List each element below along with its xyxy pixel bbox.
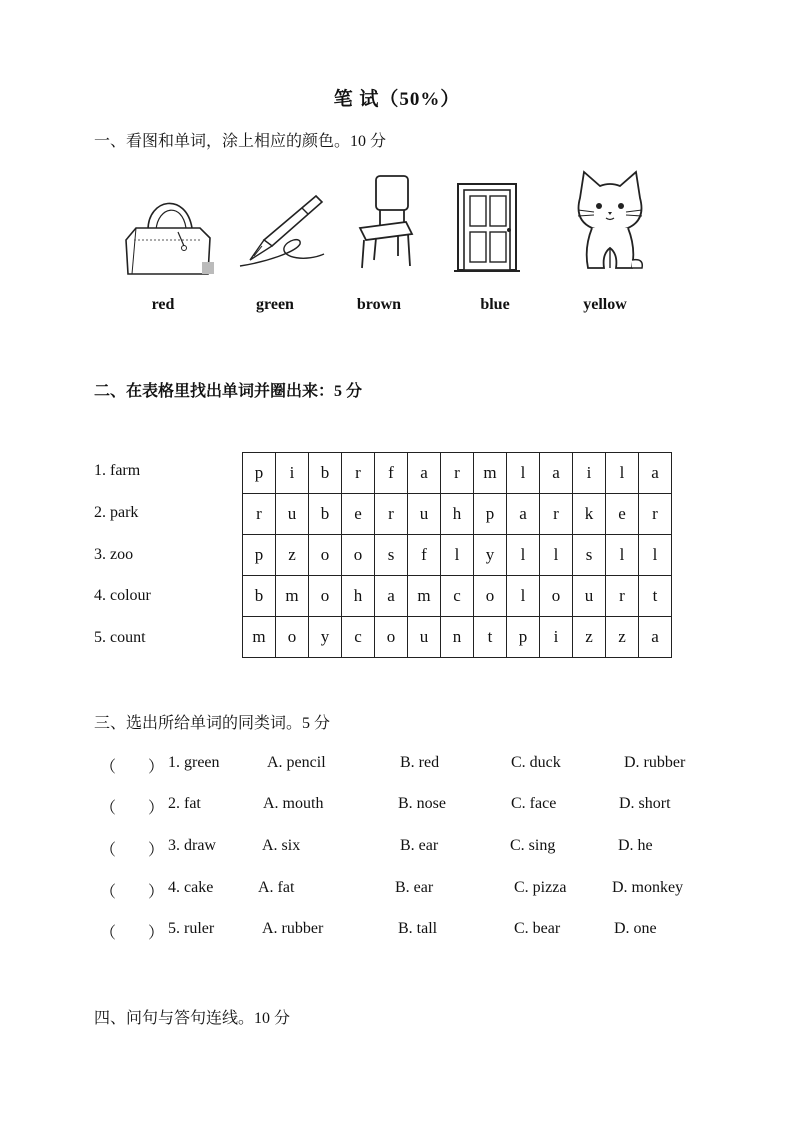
grid-cell[interactable]: o [540, 576, 573, 617]
option-c: C. bear [514, 920, 561, 937]
grid-cell[interactable]: p [243, 453, 276, 494]
grid-cell[interactable]: p [474, 494, 507, 535]
answer-blank[interactable]: （ ） [100, 884, 165, 901]
grid-cell[interactable]: u [408, 617, 441, 658]
option-a: A. six [262, 837, 301, 854]
grid-cell[interactable]: a [408, 453, 441, 494]
color-word-yellow: yellow [583, 296, 627, 313]
option-c: C. face [511, 795, 557, 812]
question-row [100, 837, 720, 859]
option-b: B. ear [395, 879, 434, 896]
grid-cell[interactable]: t [474, 617, 507, 658]
grid-cell[interactable]: l [606, 453, 639, 494]
question-word: 5. ruler [168, 920, 215, 937]
grid-cell[interactable]: p [243, 535, 276, 576]
option-c: C. duck [511, 754, 561, 771]
color-word-brown: brown [356, 296, 402, 313]
grid-cell[interactable]: r [639, 494, 672, 535]
chair-icon [352, 174, 420, 270]
question-row [100, 795, 720, 817]
grid-cell[interactable]: l [507, 576, 540, 617]
grid-cell[interactable]: u [573, 576, 606, 617]
question-word: 2. fat [168, 795, 201, 812]
grid-cell[interactable]: o [474, 576, 507, 617]
grid-cell[interactable]: a [639, 617, 672, 658]
grid-cell[interactable]: z [276, 535, 309, 576]
grid-cell[interactable]: a [540, 453, 573, 494]
grid-cell[interactable]: o [276, 617, 309, 658]
grid-cell[interactable]: m [408, 576, 441, 617]
grid-cell[interactable]: l [639, 535, 672, 576]
section2-heading: 二、在表格里找出单词并圈出来：5 分 [94, 383, 363, 400]
grid-cell[interactable]: r [342, 453, 375, 494]
grid-cell[interactable]: i [276, 453, 309, 494]
grid-row [243, 453, 672, 494]
grid-cell[interactable]: c [441, 576, 474, 617]
pen-icon [236, 190, 328, 268]
grid-cell[interactable]: m [276, 576, 309, 617]
grid-cell[interactable]: c [342, 617, 375, 658]
option-b: B. tall [398, 920, 438, 937]
option-d: D. he [618, 837, 653, 854]
grid-cell[interactable]: o [309, 535, 342, 576]
grid-cell[interactable]: f [375, 453, 408, 494]
option-d: D. monkey [612, 879, 684, 896]
grid-cell[interactable]: h [441, 494, 474, 535]
grid-cell[interactable]: i [573, 453, 606, 494]
section3-heading: 三、选出所给单词的同类词。5 分 [94, 715, 331, 732]
grid-cell[interactable]: b [309, 494, 342, 535]
word-search-grid [242, 452, 672, 658]
option-a: A. pencil [267, 754, 326, 771]
grid-cell[interactable]: e [606, 494, 639, 535]
grid-cell[interactable]: u [408, 494, 441, 535]
grid-cell[interactable]: r [441, 453, 474, 494]
question-row [100, 754, 720, 776]
word-list-item: 5. count [94, 629, 146, 646]
question-row [100, 920, 720, 942]
color-word-blue: blue [480, 296, 510, 313]
grid-cell[interactable]: y [474, 535, 507, 576]
grid-cell[interactable]: z [606, 617, 639, 658]
option-a: A. fat [258, 879, 295, 896]
grid-cell[interactable]: r [606, 576, 639, 617]
grid-cell[interactable]: n [441, 617, 474, 658]
question-word: 3. draw [168, 837, 216, 854]
grid-cell[interactable]: a [507, 494, 540, 535]
grid-cell[interactable]: l [507, 453, 540, 494]
option-b: B. red [400, 754, 440, 771]
grid-cell[interactable]: f [408, 535, 441, 576]
answer-blank[interactable]: （ ） [100, 800, 165, 817]
grid-cell[interactable]: o [342, 535, 375, 576]
grid-cell[interactable]: l [606, 535, 639, 576]
grid-cell[interactable]: h [342, 576, 375, 617]
word-list-item: 1. farm [94, 462, 141, 479]
grid-row [243, 494, 672, 535]
grid-cell[interactable]: m [243, 617, 276, 658]
color-word-green: green [256, 296, 294, 313]
grid-cell[interactable]: b [309, 453, 342, 494]
section4-heading: 四、问句与答句连线。10 分 [94, 1010, 291, 1027]
grid-cell[interactable]: r [243, 494, 276, 535]
grid-cell[interactable]: i [540, 617, 573, 658]
answer-blank[interactable]: （ ） [100, 842, 165, 859]
grid-cell[interactable]: b [243, 576, 276, 617]
grid-cell[interactable]: m [474, 453, 507, 494]
grid-cell[interactable]: p [507, 617, 540, 658]
word-list-item: 4. colour [94, 587, 151, 604]
option-c: C. sing [510, 837, 556, 854]
grid-cell[interactable]: r [375, 494, 408, 535]
grid-row [243, 535, 672, 576]
option-c: C. pizza [514, 879, 567, 896]
grid-cell[interactable]: o [309, 576, 342, 617]
grid-cell[interactable]: a [375, 576, 408, 617]
option-a: A. rubber [262, 920, 324, 937]
option-b: B. nose [398, 795, 446, 812]
grid-cell[interactable]: o [375, 617, 408, 658]
door-icon [454, 182, 520, 274]
grid-cell[interactable]: r [540, 494, 573, 535]
answer-blank[interactable]: （ ） [100, 925, 165, 942]
grid-cell[interactable]: e [342, 494, 375, 535]
grid-cell[interactable]: s [573, 535, 606, 576]
option-b: B. ear [400, 837, 439, 854]
handbag-icon [118, 190, 214, 276]
grid-row [243, 576, 672, 617]
option-d: D. rubber [624, 754, 686, 771]
grid-cell[interactable]: k [573, 494, 606, 535]
page-title: 笔 试（50%） [333, 89, 461, 110]
grid-cell[interactable]: l [507, 535, 540, 576]
grid-cell[interactable]: z [573, 617, 606, 658]
question-word: 4. cake [168, 879, 214, 896]
grid-cell[interactable]: l [441, 535, 474, 576]
grid-cell[interactable]: a [639, 453, 672, 494]
section1-heading: 一、看图和单词，涂上相应的颜色。10 分 [94, 133, 387, 150]
grid-cell[interactable]: u [276, 494, 309, 535]
color-word-red: red [151, 296, 175, 313]
option-a: A. mouth [263, 795, 324, 812]
grid-cell[interactable]: y [309, 617, 342, 658]
grid-cell[interactable]: t [639, 576, 672, 617]
answer-blank[interactable]: （ ） [100, 759, 165, 776]
question-word: 1. green [168, 754, 220, 771]
grid-cell[interactable]: l [540, 535, 573, 576]
grid-row [243, 617, 672, 658]
option-d: D. one [614, 920, 657, 937]
word-list-item: 3. zoo [94, 546, 134, 563]
option-d: D. short [619, 795, 671, 812]
cat-icon [572, 168, 648, 276]
grid-cell[interactable]: s [375, 535, 408, 576]
word-list-item: 2. park [94, 504, 139, 521]
question-row [100, 879, 720, 901]
